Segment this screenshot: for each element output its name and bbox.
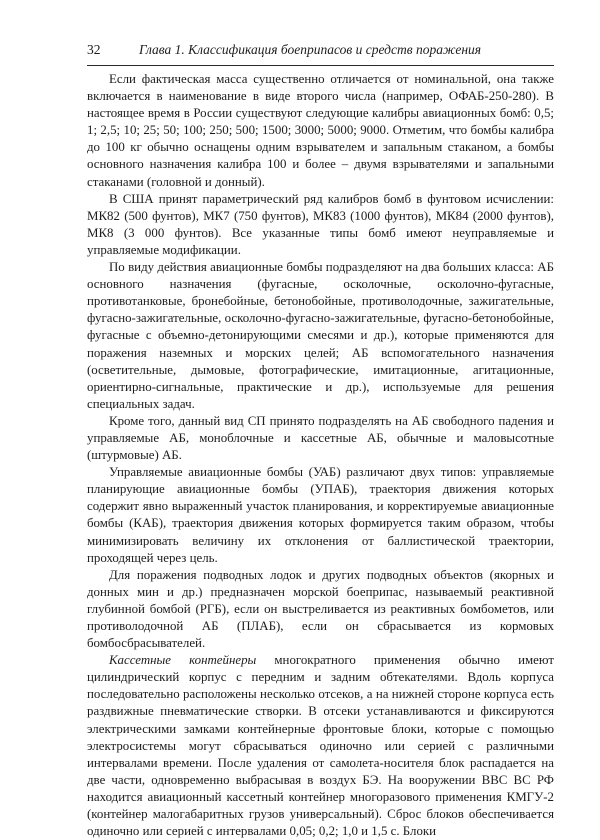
paragraph-antisubmarine: Для поражения подводных лодок и других подводных объектов (якорных и донных мин и др.) предназначен морской боеприпас, называемый реактивной глубинной бомбой (РГБ), если он выстреливается из реактивных бомбометов, или противолодочной АБ (ПЛАБ), если он сбрасывается из кормовых бомбосбрасывателей. [87, 567, 554, 651]
body-text [87, 71, 554, 840]
term-cluster-containers: Кассетные контейнеры [109, 653, 257, 668]
running-header [87, 42, 554, 66]
page-number: 32 [87, 42, 101, 57]
paragraph-us-calibers: В США принят параметрический ряд калибров бомб в фунтовом исчислении: МК82 (500 фунтов), МК7 (750 фунтов), МК83 (1000 фунтов), МК84 (2000 фунтов), МК8 (3 000 фунтов). Все указанные типы бомб имеют неуправляемые и управляемые модификации. [87, 191, 554, 257]
paragraph-guided-bombs: Управляемые авиационные бомбы (УАБ) различают двух типов: управляемые планирующие авиационные бомбы (УПАБ), траектория движения которых содержит явно выраженный участок планирования, и корректируемые авиационные бомбы (КАБ), траектория движения которых формируется таким образом, чтобы минимизировать величину их отклонения от баллистической траектории, проходящей через цель. [87, 465, 554, 565]
paragraph-subdivision: Кроме того, данный вид СП принято подразделять на АБ свободного падения и управляемые АБ, моноблочные и кассетные АБ, обычные и маловысотные (штурмовые) АБ. [87, 413, 554, 463]
paragraph-cluster-containers-text: многократного применения обычно имеют цилиндрический корпус с передним и задним обтекателями. Вдоль корпуса последовательно расположены несколько отсеков, а на нижней стороне корпуса есть раздвижные пневматические створки. В отсеки устанавливаются и фиксируются электрическими замками контейнерные фронтовые блоки, которые с помощью электросистемы могут сбрасываться одиночно или серией с различными интервалами времени. После удаления от самолета-носителя блок распадается на две части, одновременно выбрасывая в воздух БЭ. На вооружении ВВС ВС РФ находится авиационный кассетный контейнер многоразового применения КМГУ-2 (контейнер малогабаритных грузов универсальный). Сброс блоков обеспечивается одиночно или серией с интервалами 0,05; 0,2; 1,0 и 1,5 с. Блоки [87, 653, 554, 839]
paragraph-mass-and-calibers: Если фактическая масса существенно отличается от номинальной, она также включается в наименование в виде второго числа (например, ОФАБ-250-280). В настоящее время в России существуют следующие калибры авиационных бомб: 0,5; 1; 2,5; 10; 25; 50; 100; 250; 500; 1500; 3000; 5000; 9000. Отметим, что бомбы калибра до 100 кг обычно оснащены одним взрывателем и запальным стаканом, а бомбы основного назначения калибра 100 и более – двумя взрывателями и запальными стаканами (головной и донный). [87, 72, 554, 189]
paragraph-action-classes: По виду действия авиационные бомбы подразделяют на два больших класса: АБ основного назначения (фугасные, осколочные, осколочно-фугасные, противотанковые, бронебойные, бетонобойные, противолодочные, зажигательные, фугасно-зажигательные, осколочно-фугасно-зажигательные, фугасно-бетонобойные, фугасные с объемно-детонирующими смесями и др.), которые применяются для поражения наземных и морских целей; АБ вспомогательного назначения (осветительные, дымовые, фотографические, имитационные, агитационные, ориентирно-сигнальные, практические и др.), используемые для решения специальных задач. [87, 260, 554, 411]
paragraph-cluster-containers [87, 652, 554, 840]
chapter-title: Глава 1. Классификация боеприпасов и средств поражения [139, 42, 482, 57]
